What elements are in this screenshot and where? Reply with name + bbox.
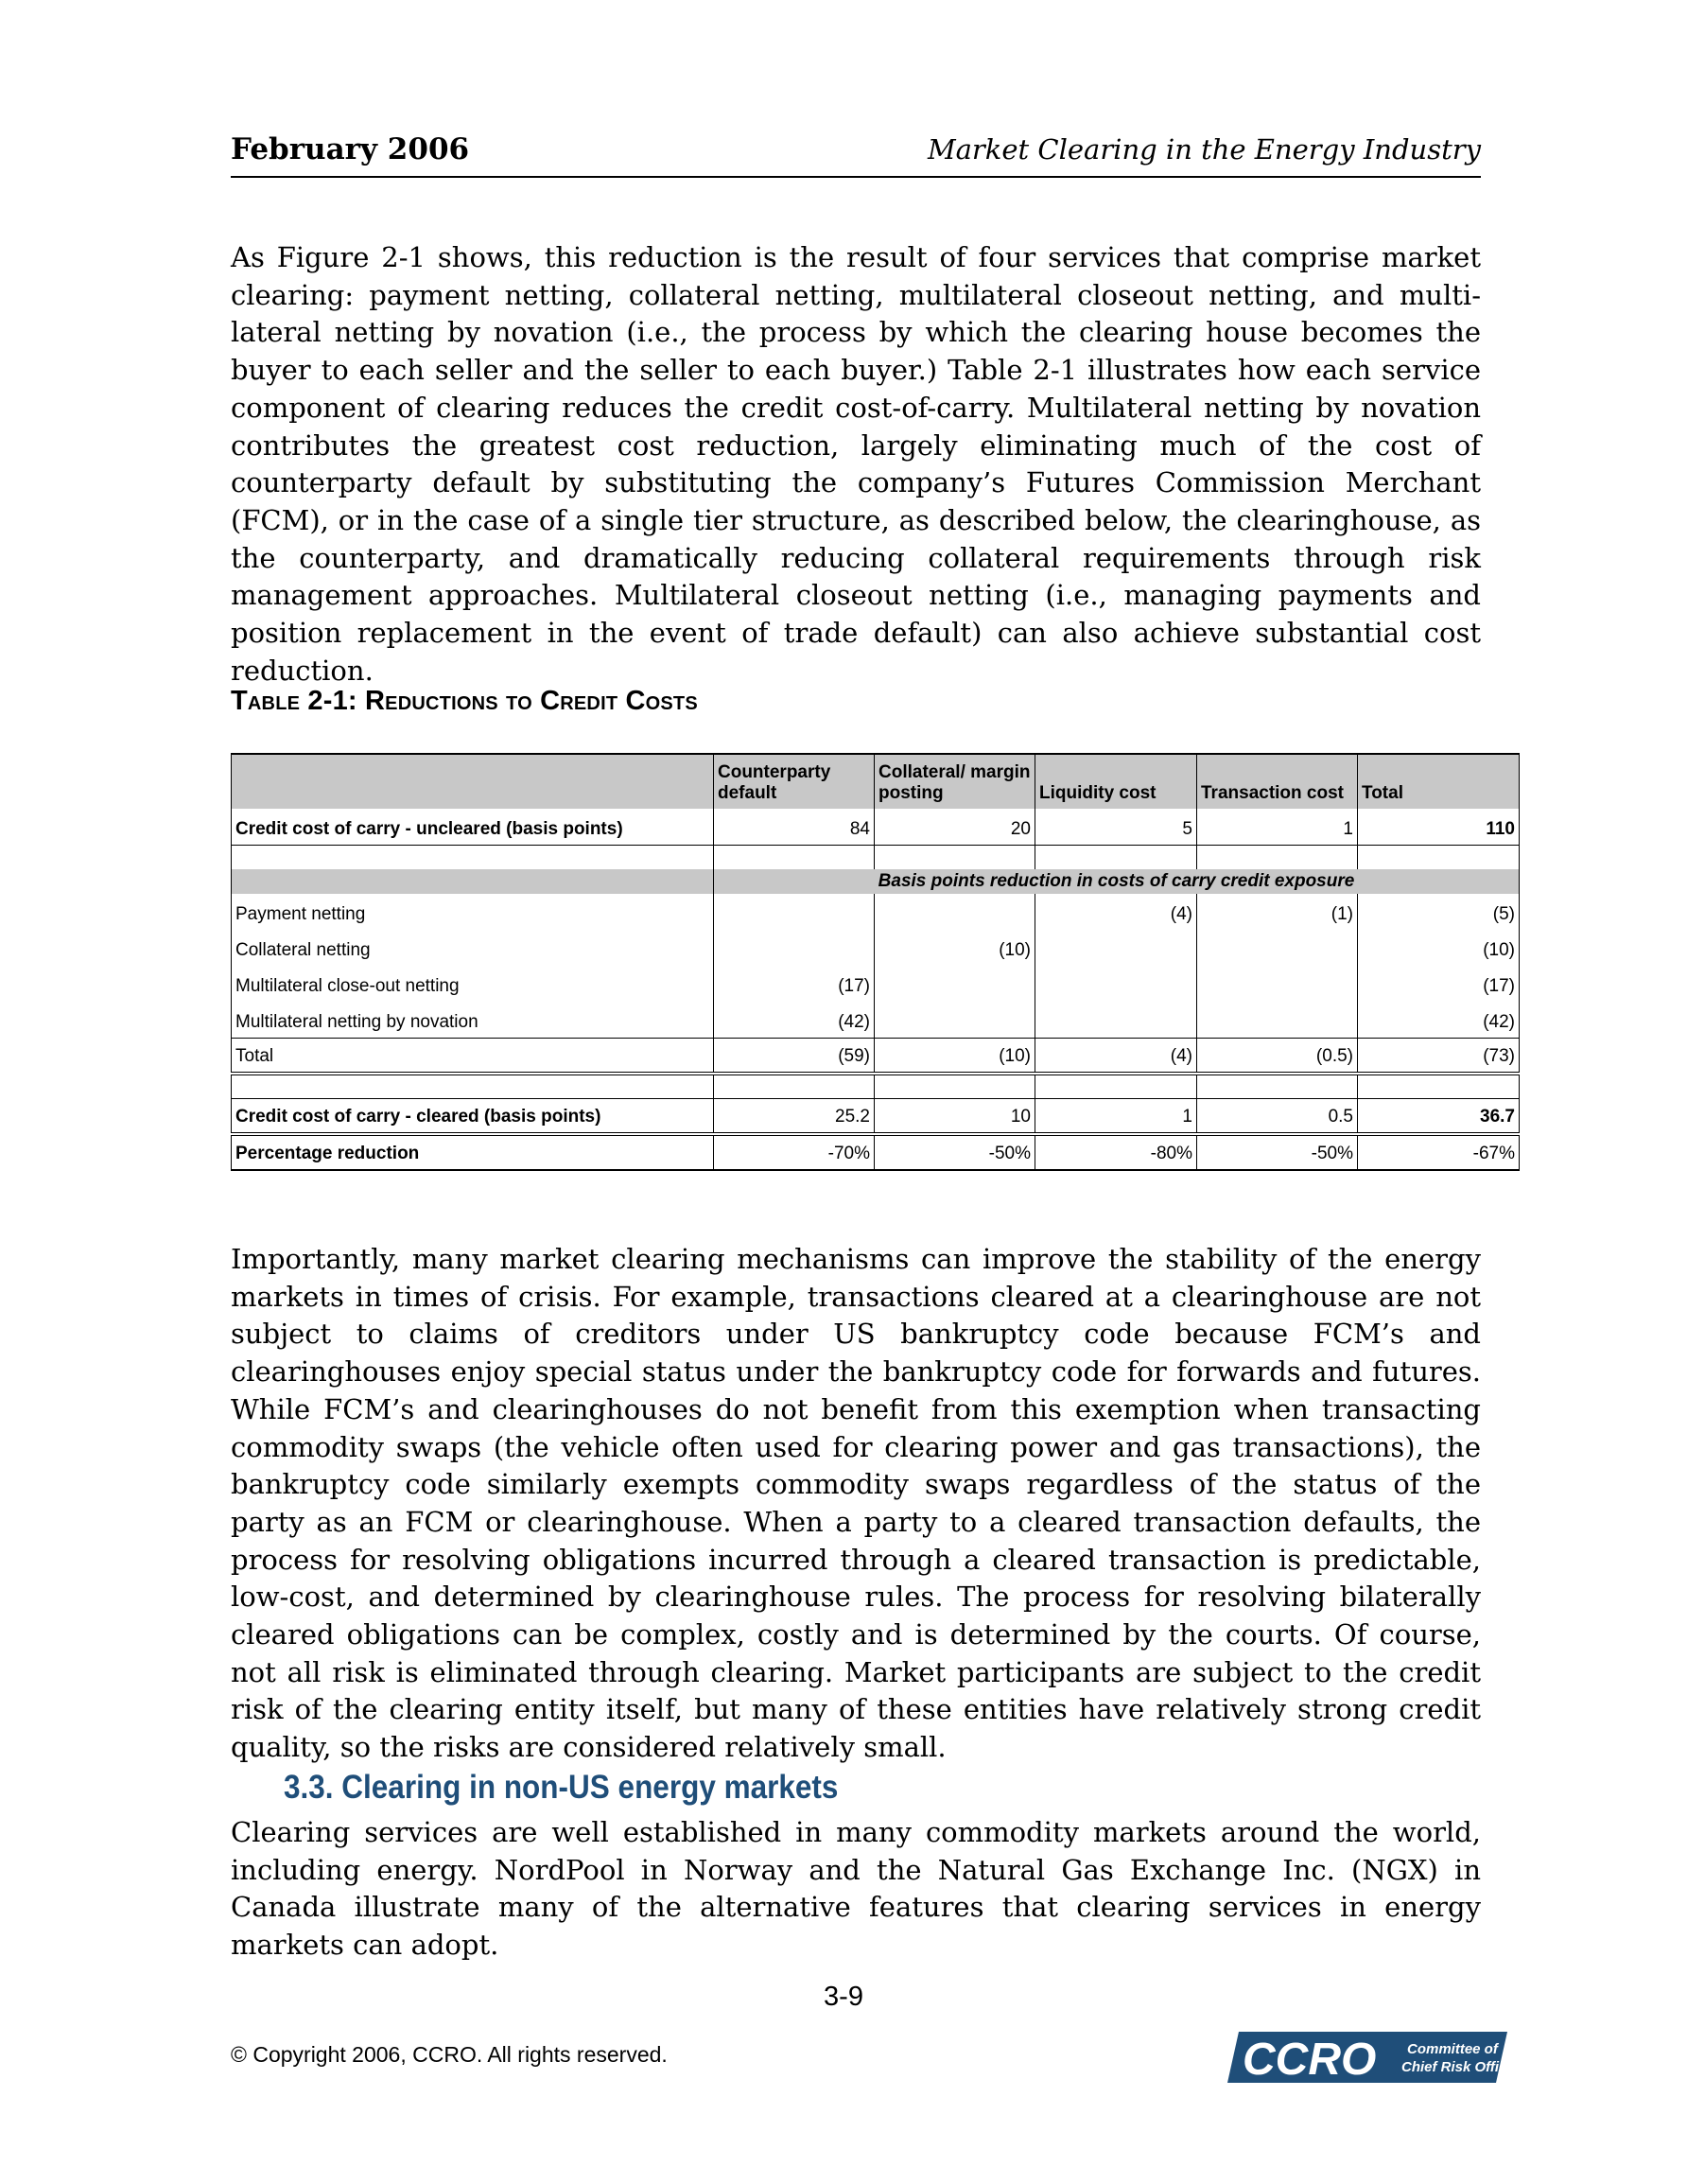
- column-header-label: [232, 754, 714, 809]
- table-row-total: [232, 1038, 1520, 1074]
- table-row-uncleared: [232, 809, 1520, 845]
- column-header-collateral: Collateral/ margin posting: [875, 754, 1035, 809]
- cell-value: (17): [1358, 966, 1520, 1002]
- row-label: Multilateral close-out netting: [232, 966, 714, 1002]
- table-subheader-row: [232, 869, 1520, 894]
- header-title: Market Clearing in the Energy Industry: [927, 133, 1481, 166]
- cell-value: 84: [714, 809, 875, 845]
- table-row: [232, 1002, 1520, 1038]
- cell-value: (1): [1197, 894, 1358, 930]
- table-header-row: [232, 754, 1520, 809]
- cell-value: [1035, 966, 1197, 1002]
- cell-value: 20: [875, 809, 1035, 845]
- cell-value: (17): [714, 966, 875, 1002]
- row-label: Collateral netting: [232, 930, 714, 966]
- logo-mark: CCRO: [1243, 2035, 1377, 2085]
- row-label: Percentage reduction: [232, 1134, 714, 1170]
- cell-value: -70%: [714, 1134, 875, 1170]
- page-number: 3-9: [824, 1982, 863, 2012]
- cell-value: (73): [1358, 1038, 1520, 1074]
- cell-value: 1: [1035, 1098, 1197, 1134]
- cell-value: (10): [875, 930, 1035, 966]
- cell-value: (10): [1358, 930, 1520, 966]
- paragraph-intro: As Figure 2-1 shows, this reduction is the result of four services that comprise market clearing: payment netting, collateral netting, multilateral closeout netting, and multi-lateral netting by novation (i.e., the process by which the clearing house becomes the buyer to each seller and the seller to each buyer.) Table 2-1 illustrates how each service component of clearing reduces the credit cost-of-carry. Multilateral netting by novation contributes the greatest cost reduction, largely eliminating much of the cost of counterparty default by substituting the company’s Futures Commission Merchant (FCM), or in the case of a single tier structure, as described below, the clearinghouse, as the counterparty, and dramatically reducing collateral requirements through risk management approaches. Multilateral closeout netting (i.e., managing payments and position replacement in the event of trade default) can also achieve substantial cost reduction.: [231, 241, 1481, 687]
- cell-value: (4): [1035, 894, 1197, 930]
- logo-line2: Chief Risk Officers: [1401, 2059, 1528, 2075]
- cell-value: (4): [1035, 1038, 1197, 1074]
- ccro-logo: [1226, 2030, 1528, 2085]
- cell-value: [875, 1002, 1035, 1038]
- table-spacer-row: [232, 845, 1520, 869]
- cell-value: [875, 894, 1035, 930]
- cell-value: -67%: [1358, 1134, 1520, 1170]
- column-header-liquidity: Liquidity cost: [1035, 754, 1197, 809]
- row-label: Payment netting: [232, 894, 714, 930]
- cell-value: [1035, 930, 1197, 966]
- row-label: Credit cost of carry - cleared (basis points): [232, 1098, 714, 1134]
- cell-value: 25.2: [714, 1098, 875, 1134]
- column-header-transaction: Transaction cost: [1197, 754, 1358, 809]
- row-label: Multilateral netting by novation: [232, 1002, 714, 1038]
- table-row: [232, 894, 1520, 930]
- cell-value: (42): [714, 1002, 875, 1038]
- cell-value: [875, 966, 1035, 1002]
- cell-value: (42): [1358, 1002, 1520, 1038]
- row-label: Total: [232, 1038, 714, 1074]
- cell-value: -80%: [1035, 1134, 1197, 1170]
- cell-value: 36.7: [1358, 1098, 1520, 1134]
- column-header-total: Total: [1358, 754, 1520, 809]
- cell-value: [1035, 1002, 1197, 1038]
- row-label: Credit cost of carry - uncleared (basis points): [232, 809, 714, 845]
- cell-value: (0.5): [1197, 1038, 1358, 1074]
- cell-value: -50%: [875, 1134, 1035, 1170]
- cell-value: [1197, 966, 1358, 1002]
- cell-value: -50%: [1197, 1134, 1358, 1170]
- cell-value: (5): [1358, 894, 1520, 930]
- credit-costs-table-wrapper: [231, 753, 1519, 1171]
- table-subheader: Basis points reduction in costs of carry credit exposure: [714, 869, 1520, 894]
- table-title: Table 2-1: Reductions to Credit Costs: [231, 686, 698, 716]
- paragraph-stability: Importantly, many market clearing mechanisms can improve the stability of the energy markets in times of crisis. For example, transactions cleared at a clearinghouse are not subject to claims of creditors under US bankruptcy code because FCM’s and clearinghouses enjoy special status under the bankruptcy code for forwards and futures. While FCM’s and clearinghouses do not benefit from this exemption when transacting commodity swaps (the vehicle often used for clearing power and gas transactions), the bankruptcy code similarly exempts commodity swaps regardless of the status of the party as an FCM or clearinghouse. When a party to a cleared transaction defaults, the process for resolving obligations incurred through a cleared transaction is predictable, low-cost, and determined by clearinghouse rules. The process for resolving bilaterally cleared obligations can be complex, costly and is determined by the courts. Of course, not all risk is eliminated through clearing. Market participants are subject to the credit risk of the clearing entity itself, but many of these entities have relatively strong credit quality, so the risks are considered relatively small.: [231, 1243, 1481, 1764]
- table-row: [232, 966, 1520, 1002]
- credit-costs-table: [231, 753, 1520, 1171]
- section-heading: 3.3. Clearing in non-US energy markets: [284, 1769, 839, 1806]
- copyright-notice: © Copyright 2006, CCRO. All rights reserved.: [231, 2042, 668, 2067]
- cell-value: 5: [1035, 809, 1197, 845]
- table-row-cleared: [232, 1098, 1520, 1134]
- cell-value: 0.5: [1197, 1098, 1358, 1134]
- paragraph-non-us: Clearing services are well established in many commodity markets around the world, including energy. NordPool in Norway and the Natural Gas Exchange Inc. (NGX) in Canada illustrate many of the alternative features that clearing services in energy markets can adopt.: [231, 1816, 1481, 1962]
- cell-value: (10): [875, 1038, 1035, 1074]
- cell-value: [714, 930, 875, 966]
- header-date: February 2006: [231, 132, 470, 166]
- table-row: [232, 930, 1520, 966]
- table-row-percentage: [232, 1134, 1520, 1170]
- cell-value: [1197, 930, 1358, 966]
- cell-value: 1: [1197, 809, 1358, 845]
- page-header: [231, 131, 1481, 178]
- cell-value: [714, 894, 875, 930]
- cell-value: 110: [1358, 809, 1520, 845]
- cell-value: (59): [714, 1038, 875, 1074]
- cell-value: 10: [875, 1098, 1035, 1134]
- column-header-counterparty: Counterparty default: [714, 754, 875, 809]
- cell-value: [1197, 1002, 1358, 1038]
- table-spacer-row: [232, 1074, 1520, 1098]
- logo-line1: Committee of: [1407, 2041, 1498, 2057]
